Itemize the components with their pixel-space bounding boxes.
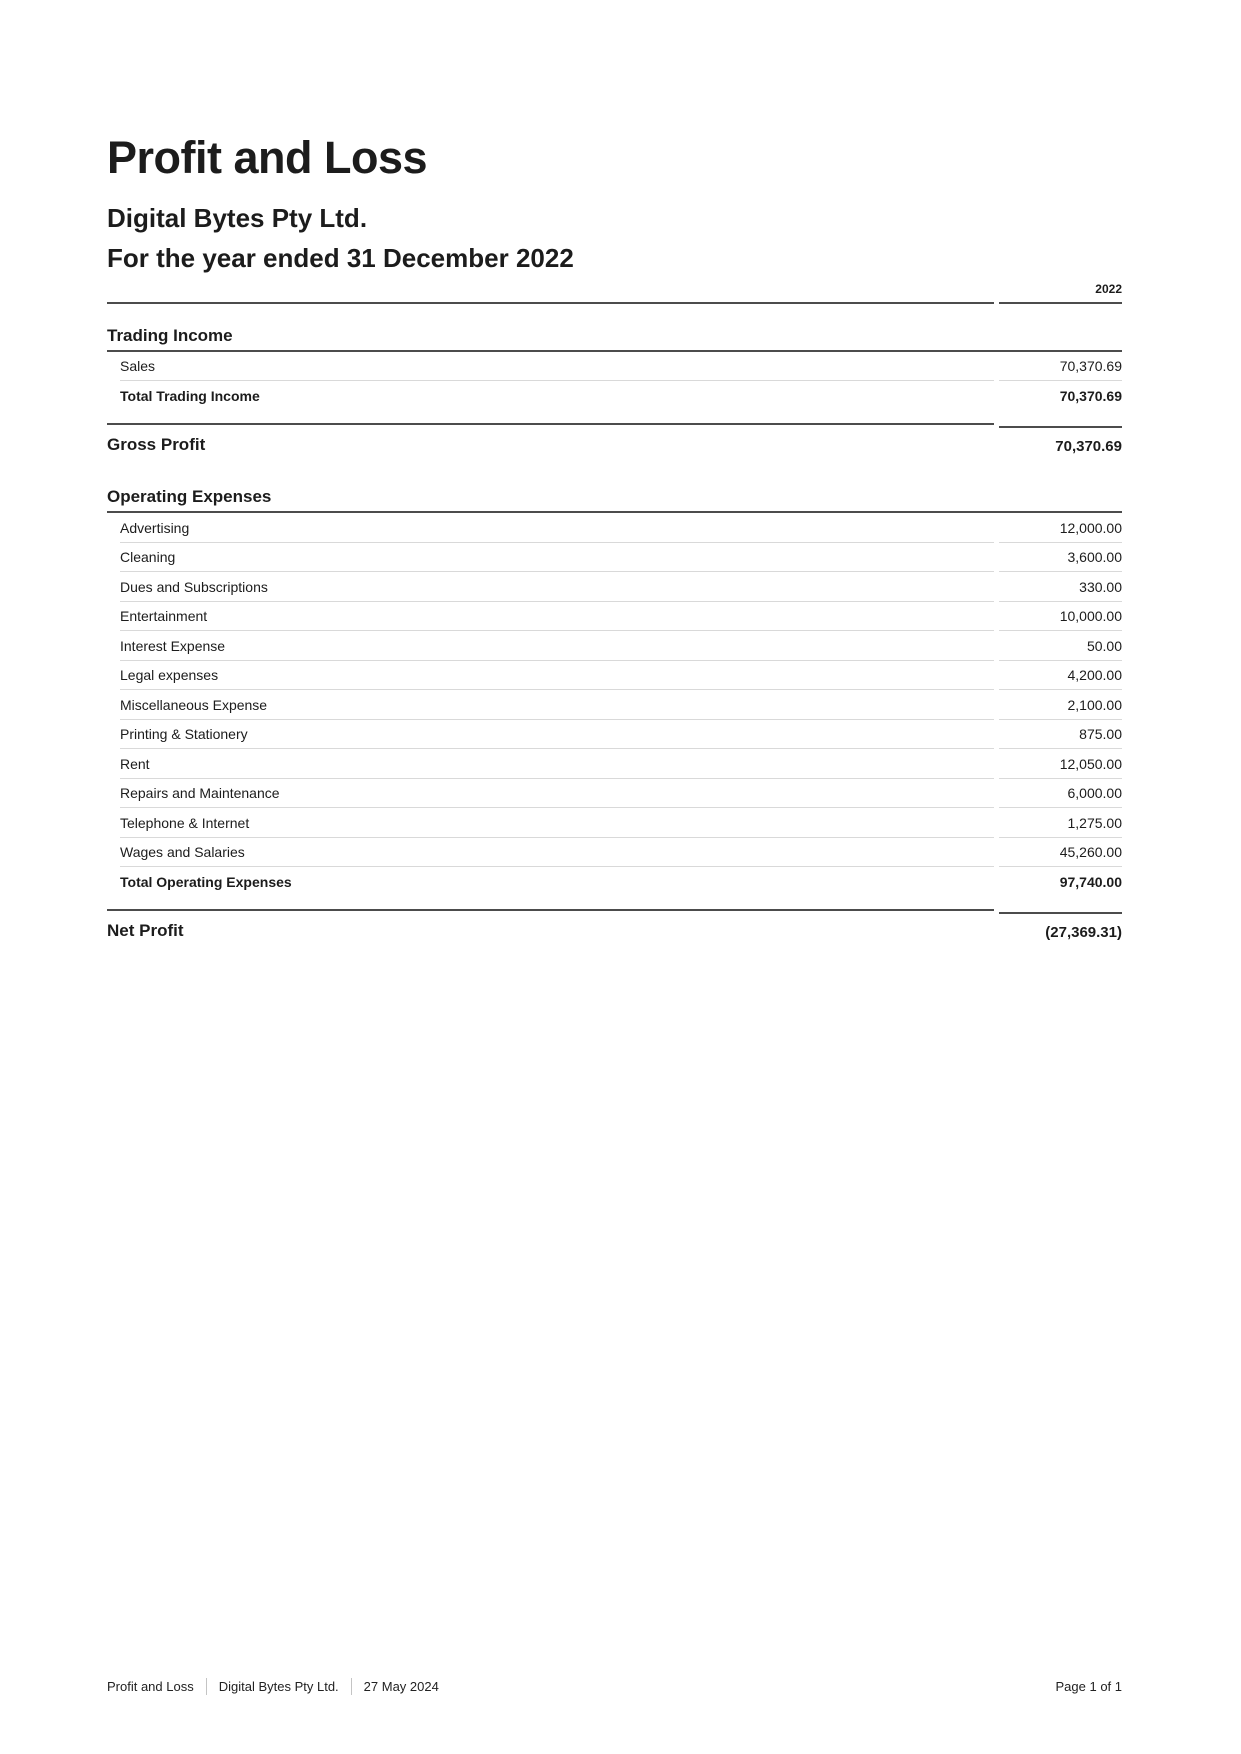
row-label: Cleaning — [120, 543, 994, 573]
report-period: For the year ended 31 December 2022 — [107, 242, 574, 273]
table-row-rent — [120, 749, 1122, 779]
net-profit-value: (27,369.31) — [999, 912, 1122, 941]
table-row-entertainment — [120, 602, 1122, 632]
row-value: 330.00 — [999, 572, 1122, 602]
row-value: 45,260.00 — [999, 838, 1122, 868]
column-header-row — [107, 282, 1122, 304]
operating-expenses-rows — [120, 513, 1122, 897]
table-row-cleaning — [120, 543, 1122, 573]
row-value: 4,200.00 — [999, 661, 1122, 691]
gross-profit-value: 70,370.69 — [999, 426, 1122, 455]
page-footer — [107, 1678, 1122, 1695]
row-value: 12,000.00 — [999, 513, 1122, 543]
table-row-repairs-and-maintenance — [120, 779, 1122, 809]
row-value: 3,600.00 — [999, 543, 1122, 573]
row-label: Legal expenses — [120, 661, 994, 691]
table-row-sales — [120, 352, 1122, 382]
table-row-total-trading-income — [120, 381, 1122, 411]
row-label: Advertising — [120, 513, 994, 543]
section-heading-operating-expenses: Operating Expenses — [107, 486, 1122, 513]
row-label: Printing & Stationery — [120, 720, 994, 750]
footer-company-name: Digital Bytes Pty Ltd. — [218, 1679, 339, 1694]
row-label: Rent — [120, 749, 994, 779]
row-label: Sales — [120, 352, 994, 382]
row-value: 2,100.00 — [999, 690, 1122, 720]
net-profit-row — [107, 909, 1122, 941]
table-row-wages-and-salaries — [120, 838, 1122, 868]
row-value: 10,000.00 — [999, 602, 1122, 632]
table-row-telephone-internet — [120, 808, 1122, 838]
row-label: Telephone & Internet — [120, 808, 994, 838]
row-value: 12,050.00 — [999, 749, 1122, 779]
row-label: Entertainment — [120, 602, 994, 632]
table-row-total-operating-expenses — [120, 867, 1122, 897]
row-label: Miscellaneous Expense — [120, 690, 994, 720]
table-row-miscellaneous-expense — [120, 690, 1122, 720]
row-label: Dues and Subscriptions — [120, 572, 994, 602]
table-row-printing-stationery — [120, 720, 1122, 750]
row-label: Repairs and Maintenance — [120, 779, 994, 809]
footer-date: 27 May 2024 — [363, 1679, 439, 1694]
row-value: 97,740.00 — [1059, 874, 1122, 891]
trading-income-rows — [120, 352, 1122, 412]
table-row-legal-expenses — [120, 661, 1122, 691]
table-row-interest-expense — [120, 631, 1122, 661]
table-row-advertising — [120, 513, 1122, 543]
gross-profit-label: Gross Profit — [107, 423, 994, 455]
page-title: Profit and Loss — [107, 132, 428, 183]
gross-profit-row — [107, 423, 1122, 455]
report-subtitles — [107, 198, 1122, 278]
row-label: Total Operating Expenses — [120, 874, 292, 891]
row-value: 70,370.69 — [1059, 388, 1122, 405]
footer-divider — [206, 1678, 207, 1695]
row-label: Interest Expense — [120, 631, 994, 661]
row-value: 50.00 — [999, 631, 1122, 661]
section-heading-trading-income: Trading Income — [107, 325, 1122, 352]
row-value: 70,370.69 — [999, 352, 1122, 382]
row-label: Total Trading Income — [120, 388, 260, 405]
table-row-dues-and-subscriptions — [120, 572, 1122, 602]
company-name: Digital Bytes Pty Ltd. — [107, 202, 368, 233]
footer-report-name: Profit and Loss — [107, 1679, 194, 1694]
year-column-header: 2022 — [999, 282, 1122, 304]
row-value: 1,275.00 — [999, 808, 1122, 838]
net-profit-label: Net Profit — [107, 909, 994, 941]
row-value: 875.00 — [999, 720, 1122, 750]
footer-divider — [351, 1678, 352, 1695]
row-value: 6,000.00 — [999, 779, 1122, 809]
column-header-spacer — [107, 296, 994, 304]
row-label: Wages and Salaries — [120, 838, 994, 868]
footer-page-number: Page 1 of 1 — [1055, 1679, 1122, 1694]
